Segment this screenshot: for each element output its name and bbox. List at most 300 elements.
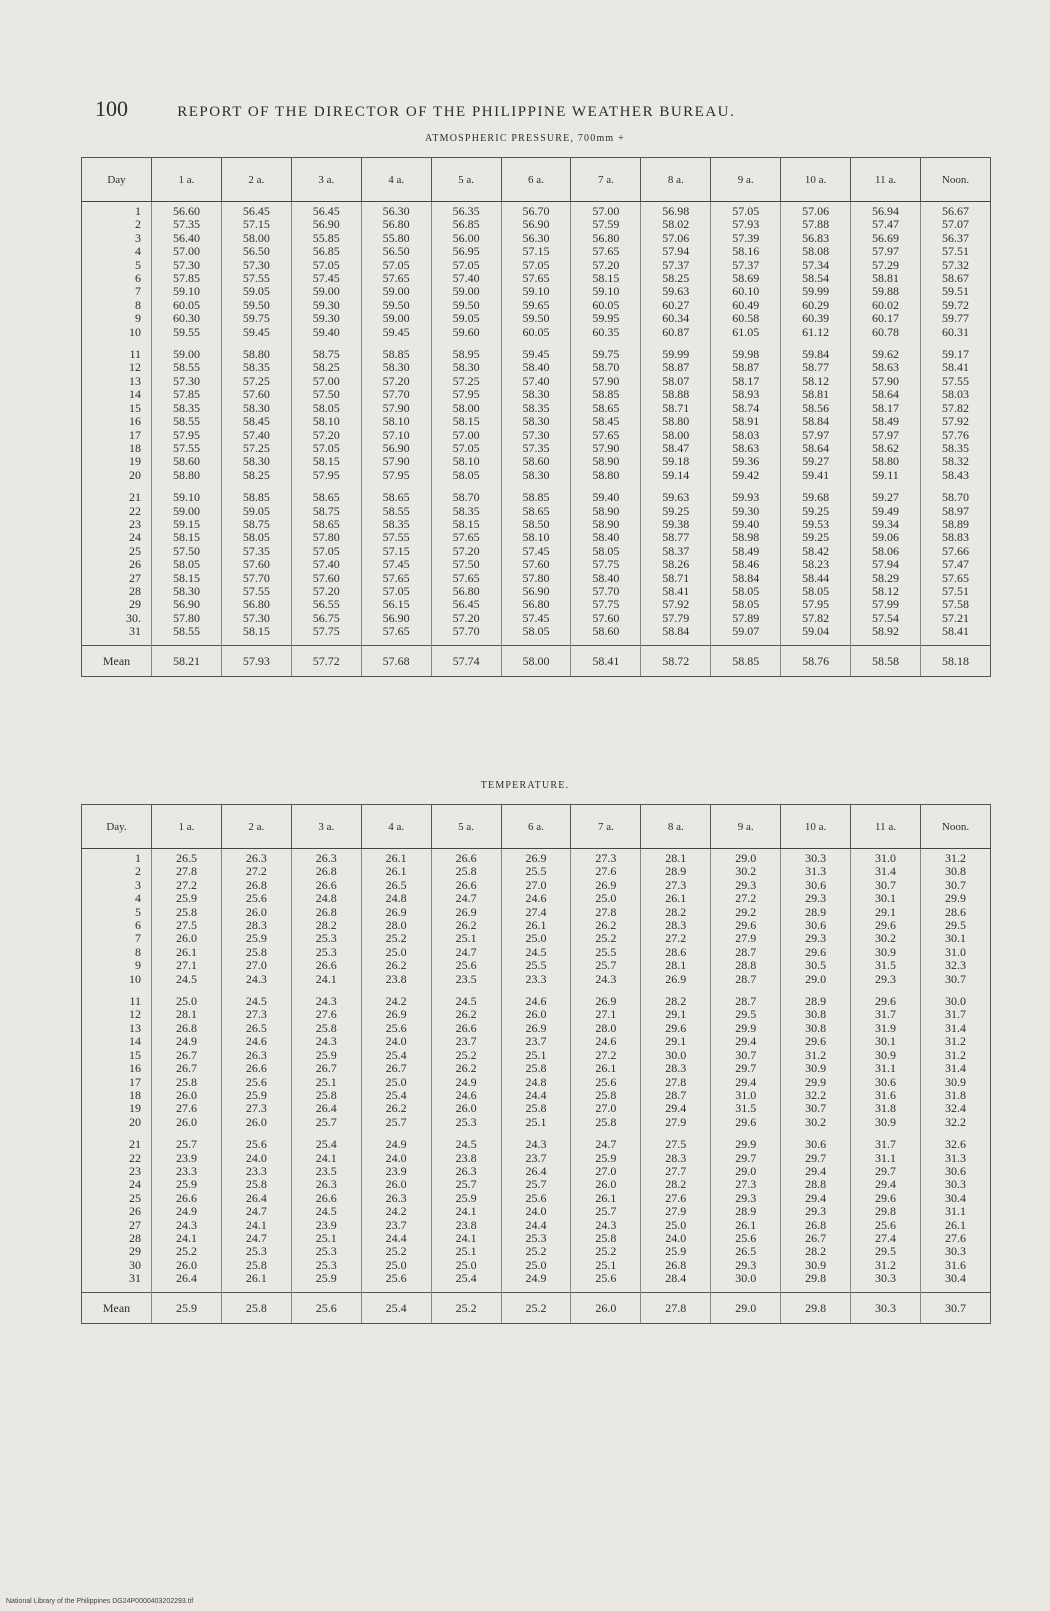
reading-value: 25.6 bbox=[875, 1217, 897, 1232]
reading-value: 61.05 bbox=[732, 324, 760, 339]
reading-value: 26.5 bbox=[245, 1020, 267, 1035]
reading-value: 58.77 bbox=[662, 530, 690, 545]
reading-value: 57.88 bbox=[802, 217, 830, 232]
day-number: 29 bbox=[129, 1244, 141, 1259]
reading-value: 29.0 bbox=[735, 1163, 757, 1178]
reading-value: 57.20 bbox=[592, 257, 620, 272]
reading-value: 23.8 bbox=[455, 1217, 477, 1232]
scan-footer: National Library of the Philippines DG24P0000403202293.tif bbox=[6, 1598, 194, 1605]
reading-value: 57.65 bbox=[592, 244, 620, 259]
reading-value: 24.7 bbox=[455, 891, 477, 906]
day-group-row bbox=[82, 202, 991, 346]
reading-value: 29.4 bbox=[665, 1101, 687, 1116]
reading-value: 58.30 bbox=[172, 583, 200, 598]
reading-value: 24.2 bbox=[385, 1204, 407, 1219]
reading-value: 26.0 bbox=[385, 1177, 407, 1192]
day-number: 5 bbox=[135, 904, 141, 919]
reading-value: 56.40 bbox=[172, 230, 200, 245]
value-cell bbox=[291, 202, 361, 346]
reading-value: 59.62 bbox=[872, 347, 900, 362]
reading-value: 30.5 bbox=[805, 958, 827, 973]
reading-value: 24.5 bbox=[525, 944, 547, 959]
col-header: 3 a. bbox=[291, 805, 361, 849]
reading-value: 26.9 bbox=[385, 1007, 407, 1022]
reading-value: 26.4 bbox=[315, 1101, 337, 1116]
reading-value: 26.0 bbox=[595, 1177, 617, 1192]
reading-value: 30.9 bbox=[805, 1257, 827, 1272]
reading-value: 57.59 bbox=[592, 217, 620, 232]
reading-value: 30.8 bbox=[805, 1020, 827, 1035]
reading-value: 25.0 bbox=[175, 994, 197, 1009]
value-cell bbox=[920, 202, 990, 346]
day-group-row bbox=[82, 1135, 991, 1292]
value-cell bbox=[152, 488, 222, 645]
reading-value: 24.6 bbox=[525, 994, 547, 1009]
reading-value: 56.35 bbox=[452, 204, 480, 218]
reading-value: 30.3 bbox=[805, 851, 827, 865]
reading-value: 57.50 bbox=[312, 387, 340, 402]
reading-value: 57.40 bbox=[242, 427, 270, 442]
col-header: 5 a. bbox=[431, 805, 501, 849]
value-cell bbox=[221, 202, 291, 346]
reading-value: 57.15 bbox=[242, 217, 270, 232]
reading-value: 27.1 bbox=[595, 1007, 617, 1022]
value-cell bbox=[641, 202, 711, 346]
reading-value: 56.75 bbox=[312, 610, 340, 625]
day-number: 19 bbox=[129, 454, 141, 469]
reading-value: 57.50 bbox=[172, 543, 200, 558]
reading-value: 24.9 bbox=[175, 1034, 197, 1049]
value-cell bbox=[571, 992, 641, 1135]
reading-value: 58.71 bbox=[662, 400, 690, 415]
reading-value: 56.83 bbox=[802, 230, 830, 245]
reading-value: 59.72 bbox=[941, 297, 969, 312]
reading-value: 57.30 bbox=[242, 257, 270, 272]
reading-value: 25.3 bbox=[315, 1244, 337, 1259]
reading-value: 56.30 bbox=[382, 204, 410, 218]
reading-value: 57.90 bbox=[872, 373, 900, 388]
reading-value: 57.90 bbox=[592, 373, 620, 388]
reading-value: 25.2 bbox=[595, 931, 617, 946]
reading-value: 59.75 bbox=[242, 311, 270, 326]
col-header: Noon. bbox=[920, 158, 990, 202]
reading-value: 30.1 bbox=[944, 931, 966, 946]
reading-value: 59.14 bbox=[662, 467, 690, 482]
reading-value: 26.1 bbox=[175, 944, 197, 959]
reading-value: 58.35 bbox=[522, 400, 550, 415]
reading-value: 57.45 bbox=[382, 557, 410, 572]
reading-value: 28.1 bbox=[665, 851, 687, 865]
reading-value: 26.9 bbox=[665, 971, 687, 986]
reading-value: 29.4 bbox=[735, 1074, 757, 1089]
day-number: 25 bbox=[129, 543, 141, 558]
reading-value: 26.9 bbox=[595, 994, 617, 1009]
day-number: 13 bbox=[129, 1020, 141, 1035]
reading-value: 59.50 bbox=[452, 297, 480, 312]
reading-value: 57.70 bbox=[242, 570, 270, 585]
reading-value: 24.6 bbox=[525, 891, 547, 906]
reading-value: 28.2 bbox=[805, 1244, 827, 1259]
reading-value: 57.47 bbox=[941, 557, 969, 572]
day-number: 7 bbox=[135, 931, 141, 946]
reading-value: 25.6 bbox=[735, 1230, 757, 1245]
reading-value: 26.0 bbox=[525, 1007, 547, 1022]
reading-value: 30.2 bbox=[875, 931, 897, 946]
reading-value: 28.9 bbox=[735, 1204, 757, 1219]
reading-value: 58.30 bbox=[242, 400, 270, 415]
value-cell bbox=[152, 849, 222, 993]
reading-value: 58.64 bbox=[802, 440, 830, 455]
reading-value: 28.3 bbox=[665, 918, 687, 933]
reading-value: 55.85 bbox=[312, 230, 340, 245]
reading-value: 57.85 bbox=[172, 271, 200, 286]
reading-value: 58.41 bbox=[662, 583, 690, 598]
reading-value: 59.27 bbox=[802, 454, 830, 469]
reading-value: 24.8 bbox=[385, 891, 407, 906]
mean-value: 58.18 bbox=[920, 645, 990, 676]
reading-value: 58.85 bbox=[242, 490, 270, 505]
reading-value: 57.37 bbox=[732, 257, 760, 272]
reading-value: 29.8 bbox=[805, 1271, 827, 1286]
reading-value: 56.85 bbox=[312, 244, 340, 259]
reading-value: 32.2 bbox=[805, 1087, 827, 1102]
reading-value: 57.79 bbox=[662, 610, 690, 625]
reading-value: 57.40 bbox=[452, 271, 480, 286]
value-cell bbox=[571, 488, 641, 645]
day-number: 24 bbox=[129, 1177, 141, 1192]
reading-value: 57.39 bbox=[732, 230, 760, 245]
reading-value: 29.7 bbox=[735, 1061, 757, 1076]
reading-value: 26.1 bbox=[944, 1217, 966, 1232]
reading-value: 57.99 bbox=[872, 597, 900, 612]
reading-value: 27.6 bbox=[665, 1190, 687, 1205]
reading-value: 27.6 bbox=[315, 1007, 337, 1022]
reading-value: 58.75 bbox=[312, 347, 340, 362]
mean-label: Mean bbox=[82, 645, 152, 676]
reading-value: 58.87 bbox=[732, 360, 760, 375]
value-cell bbox=[711, 1135, 781, 1292]
mean-value: 25.9 bbox=[152, 1292, 222, 1323]
reading-value: 58.69 bbox=[732, 271, 760, 286]
reading-value: 29.6 bbox=[875, 994, 897, 1009]
reading-value: 58.25 bbox=[312, 360, 340, 375]
reading-value: 57.70 bbox=[452, 624, 480, 639]
day-number: 30. bbox=[126, 610, 141, 625]
value-cell bbox=[711, 488, 781, 645]
reading-value: 58.83 bbox=[941, 530, 969, 545]
reading-value: 57.97 bbox=[802, 427, 830, 442]
reading-value: 24.1 bbox=[315, 971, 337, 986]
pressure-header-row bbox=[82, 158, 991, 202]
reading-value: 31.2 bbox=[944, 1034, 966, 1049]
value-cell bbox=[641, 345, 711, 488]
reading-value: 26.5 bbox=[175, 851, 197, 865]
mean-label: Mean bbox=[82, 1292, 152, 1323]
reading-value: 58.74 bbox=[732, 400, 760, 415]
reading-value: 57.20 bbox=[312, 583, 340, 598]
reading-value: 57.20 bbox=[382, 373, 410, 388]
day-number: 13 bbox=[129, 373, 141, 388]
reading-value: 25.0 bbox=[665, 1217, 687, 1232]
reading-value: 56.69 bbox=[872, 230, 900, 245]
reading-value: 59.00 bbox=[172, 347, 200, 362]
reading-value: 25.8 bbox=[315, 1087, 337, 1102]
value-cell bbox=[571, 1135, 641, 1292]
reading-value: 60.78 bbox=[872, 324, 900, 339]
reading-value: 31.4 bbox=[944, 1061, 966, 1076]
reading-value: 57.30 bbox=[172, 373, 200, 388]
reading-value: 58.05 bbox=[592, 543, 620, 558]
reading-value: 26.9 bbox=[525, 851, 547, 865]
reading-value: 56.15 bbox=[382, 597, 410, 612]
reading-value: 30.4 bbox=[944, 1271, 966, 1286]
reading-value: 30.4 bbox=[944, 1190, 966, 1205]
day-cell bbox=[82, 992, 152, 1135]
reading-value: 29.1 bbox=[665, 1007, 687, 1022]
reading-value: 57.37 bbox=[662, 257, 690, 272]
reading-value: 58.49 bbox=[732, 543, 760, 558]
mean-value: 25.6 bbox=[291, 1292, 361, 1323]
reading-value: 23.9 bbox=[175, 1150, 197, 1165]
reading-value: 59.84 bbox=[802, 347, 830, 362]
reading-value: 58.47 bbox=[662, 440, 690, 455]
reading-value: 31.5 bbox=[875, 958, 897, 973]
reading-value: 58.03 bbox=[941, 387, 969, 402]
reading-value: 25.4 bbox=[385, 1047, 407, 1062]
reading-value: 57.20 bbox=[452, 543, 480, 558]
day-number: 27 bbox=[129, 570, 141, 585]
reading-value: 57.65 bbox=[452, 530, 480, 545]
reading-value: 24.9 bbox=[455, 1074, 477, 1089]
reading-value: 26.2 bbox=[455, 1007, 477, 1022]
reading-value: 57.07 bbox=[941, 217, 969, 232]
reading-value: 25.1 bbox=[455, 931, 477, 946]
reading-value: 57.97 bbox=[872, 244, 900, 259]
reading-value: 57.00 bbox=[312, 373, 340, 388]
reading-value: 57.05 bbox=[732, 204, 760, 218]
reading-value: 58.30 bbox=[522, 387, 550, 402]
reading-value: 58.75 bbox=[242, 516, 270, 531]
day-group-row bbox=[82, 849, 991, 993]
reading-value: 57.35 bbox=[172, 217, 200, 232]
col-header: 4 a. bbox=[361, 158, 431, 202]
reading-value: 57.25 bbox=[452, 373, 480, 388]
reading-value: 57.05 bbox=[452, 440, 480, 455]
reading-value: 57.55 bbox=[382, 530, 410, 545]
reading-value: 59.30 bbox=[312, 311, 340, 326]
value-cell bbox=[920, 849, 990, 993]
reading-value: 24.5 bbox=[315, 1204, 337, 1219]
reading-value: 27.3 bbox=[735, 1177, 757, 1192]
reading-value: 59.05 bbox=[242, 503, 270, 518]
reading-value: 23.5 bbox=[455, 971, 477, 986]
reading-value: 57.85 bbox=[172, 387, 200, 402]
reading-value: 26.1 bbox=[245, 1271, 267, 1286]
reading-value: 56.70 bbox=[522, 204, 550, 218]
reading-value: 26.6 bbox=[245, 1061, 267, 1076]
reading-value: 25.1 bbox=[525, 1047, 547, 1062]
reading-value: 58.80 bbox=[172, 467, 200, 482]
value-cell bbox=[851, 992, 921, 1135]
reading-value: 27.9 bbox=[665, 1114, 687, 1129]
reading-value: 30.7 bbox=[805, 1101, 827, 1116]
reading-value: 57.65 bbox=[382, 624, 410, 639]
reading-value: 23.3 bbox=[175, 1163, 197, 1178]
reading-value: 59.55 bbox=[172, 324, 200, 339]
day-number: 5 bbox=[135, 257, 141, 272]
reading-value: 29.7 bbox=[875, 1163, 897, 1178]
reading-value: 24.5 bbox=[455, 1137, 477, 1152]
reading-value: 57.21 bbox=[941, 610, 969, 625]
value-cell bbox=[501, 202, 571, 346]
reading-value: 59.34 bbox=[872, 516, 900, 531]
reading-value: 26.1 bbox=[665, 891, 687, 906]
col-header: 7 a. bbox=[571, 805, 641, 849]
reading-value: 59.18 bbox=[662, 454, 690, 469]
reading-value: 58.05 bbox=[802, 583, 830, 598]
reading-value: 57.65 bbox=[382, 271, 410, 286]
reading-value: 58.80 bbox=[592, 467, 620, 482]
reading-value: 30.8 bbox=[944, 864, 966, 879]
reading-value: 59.99 bbox=[802, 284, 830, 299]
reading-value: 23.8 bbox=[455, 1150, 477, 1165]
reading-value: 58.85 bbox=[382, 347, 410, 362]
reading-value: 56.00 bbox=[452, 230, 480, 245]
reading-value: 58.65 bbox=[522, 503, 550, 518]
col-header: Day. bbox=[82, 805, 152, 849]
reading-value: 26.9 bbox=[525, 1020, 547, 1035]
reading-value: 58.29 bbox=[872, 570, 900, 585]
reading-value: 25.9 bbox=[595, 1150, 617, 1165]
reading-value: 57.54 bbox=[872, 610, 900, 625]
reading-value: 59.95 bbox=[592, 311, 620, 326]
reading-value: 58.40 bbox=[522, 360, 550, 375]
reading-value: 25.0 bbox=[385, 944, 407, 959]
day-number: 20 bbox=[129, 467, 141, 482]
reading-value: 24.5 bbox=[245, 994, 267, 1009]
reading-value: 25.1 bbox=[455, 1244, 477, 1259]
pressure-body bbox=[82, 202, 991, 646]
value-cell bbox=[221, 1135, 291, 1292]
day-number: 6 bbox=[135, 918, 141, 933]
reading-value: 57.15 bbox=[382, 543, 410, 558]
reading-value: 26.4 bbox=[245, 1190, 267, 1205]
day-number: 30 bbox=[129, 1257, 141, 1272]
reading-value: 31.6 bbox=[944, 1257, 966, 1272]
reading-value: 31.7 bbox=[944, 1007, 966, 1022]
reading-value: 26.8 bbox=[315, 904, 337, 919]
reading-value: 57.15 bbox=[522, 244, 550, 259]
col-header: 6 a. bbox=[501, 805, 571, 849]
reading-value: 28.3 bbox=[665, 1061, 687, 1076]
col-header: 8 a. bbox=[641, 158, 711, 202]
day-number: 16 bbox=[129, 1061, 141, 1076]
mean-value: 57.68 bbox=[361, 645, 431, 676]
reading-value: 56.94 bbox=[872, 204, 900, 218]
reading-value: 57.35 bbox=[242, 543, 270, 558]
reading-value: 29.6 bbox=[805, 944, 827, 959]
reading-value: 58.91 bbox=[732, 414, 760, 429]
reading-value: 58.15 bbox=[172, 530, 200, 545]
reading-value: 29.9 bbox=[735, 1020, 757, 1035]
reading-value: 57.76 bbox=[941, 427, 969, 442]
mean-value: 58.00 bbox=[501, 645, 571, 676]
reading-value: 26.7 bbox=[175, 1061, 197, 1076]
reading-value: 58.05 bbox=[522, 624, 550, 639]
mean-value: 58.76 bbox=[781, 645, 851, 676]
reading-value: 27.9 bbox=[665, 1204, 687, 1219]
reading-value: 31.4 bbox=[944, 1020, 966, 1035]
day-number: 21 bbox=[129, 490, 141, 505]
reading-value: 26.1 bbox=[595, 1061, 617, 1076]
reading-value: 29.2 bbox=[735, 904, 757, 919]
day-number: 15 bbox=[129, 1047, 141, 1062]
reading-value: 58.05 bbox=[242, 530, 270, 545]
reading-value: 25.5 bbox=[525, 958, 547, 973]
reading-value: 27.1 bbox=[175, 958, 197, 973]
reading-value: 57.25 bbox=[242, 373, 270, 388]
reading-value: 57.05 bbox=[452, 257, 480, 272]
value-cell bbox=[711, 849, 781, 993]
reading-value: 58.35 bbox=[242, 360, 270, 375]
reading-value: 58.05 bbox=[312, 400, 340, 415]
reading-value: 27.5 bbox=[175, 918, 197, 933]
reading-value: 29.6 bbox=[665, 1020, 687, 1035]
day-number: 9 bbox=[135, 311, 141, 326]
reading-value: 57.40 bbox=[522, 373, 550, 388]
reading-value: 26.0 bbox=[175, 1114, 197, 1129]
reading-value: 58.15 bbox=[172, 570, 200, 585]
reading-value: 31.1 bbox=[944, 1204, 966, 1219]
reading-value: 31.9 bbox=[875, 1020, 897, 1035]
mean-value: 58.41 bbox=[571, 645, 641, 676]
reading-value: 60.29 bbox=[802, 297, 830, 312]
reading-value: 60.10 bbox=[732, 284, 760, 299]
reading-value: 32.3 bbox=[944, 958, 966, 973]
reading-value: 29.1 bbox=[665, 1034, 687, 1049]
mean-value: 57.72 bbox=[291, 645, 361, 676]
value-cell bbox=[221, 488, 291, 645]
day-number: 2 bbox=[135, 217, 141, 232]
reading-value: 25.8 bbox=[245, 1257, 267, 1272]
reading-value: 58.08 bbox=[802, 244, 830, 259]
reading-value: 59.68 bbox=[802, 490, 830, 505]
col-header: 10 a. bbox=[781, 158, 851, 202]
reading-value: 25.8 bbox=[175, 904, 197, 919]
reading-value: 31.8 bbox=[875, 1101, 897, 1116]
reading-value: 25.3 bbox=[315, 944, 337, 959]
reading-value: 23.8 bbox=[385, 971, 407, 986]
reading-value: 60.05 bbox=[172, 297, 200, 312]
reading-value: 26.5 bbox=[385, 877, 407, 892]
reading-value: 59.77 bbox=[941, 311, 969, 326]
reading-value: 24.4 bbox=[525, 1217, 547, 1232]
reading-value: 59.45 bbox=[382, 324, 410, 339]
reading-value: 30.1 bbox=[875, 1034, 897, 1049]
day-number: 29 bbox=[129, 597, 141, 612]
reading-value: 27.8 bbox=[175, 864, 197, 879]
reading-value: 58.55 bbox=[172, 624, 200, 639]
reading-value: 58.87 bbox=[662, 360, 690, 375]
reading-value: 27.5 bbox=[665, 1137, 687, 1152]
reading-value: 59.11 bbox=[872, 467, 899, 482]
day-cell bbox=[82, 1135, 152, 1292]
reading-value: 24.7 bbox=[245, 1230, 267, 1245]
mean-value: 27.8 bbox=[641, 1292, 711, 1323]
value-cell bbox=[152, 202, 222, 346]
value-cell bbox=[431, 849, 501, 993]
reading-value: 25.8 bbox=[455, 864, 477, 879]
